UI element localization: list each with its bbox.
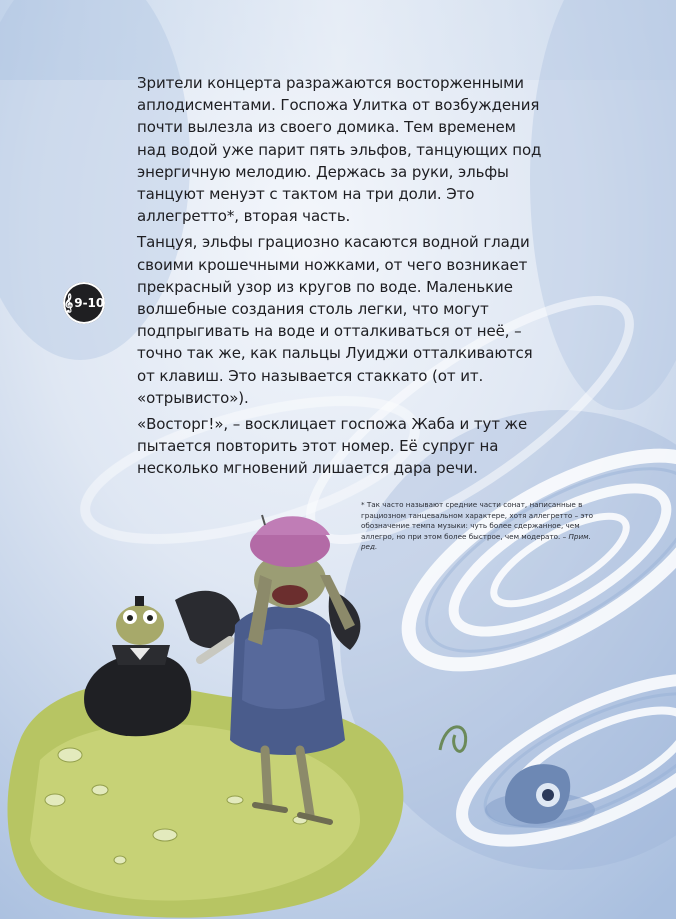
footnote-text: * Так часто называют средние части сонат, написанные в грациозном танцевальном характере, хотя аллегретто – это обозначение темпа музыки: чуть более сдержанное, чем аллегро, но при этом более быстрое, чем модерато. – [361,500,594,541]
footnote [361,500,603,553]
treble-clef-icon: 𝄞 [63,293,74,312]
frog-husband [84,596,191,736]
paragraph: Танцуя, эльфы грациозно касаются водной глади своими крошечными ножками, от чего возникает прекрасный узор из кругов по воде. Маленькие волшебные создания столь легки, что могут подпрыгивать на воде и отталкиваться от неё, – точно так же, как пальцы Луиджи отталкиваются от клавиш. Это называется стаккато (от ит. «отрывисто»). [137,233,533,407]
fish [440,727,595,828]
lily-pad [8,682,404,917]
paragraph: Зрители концерта разражаются восторженными аплодисментами. Госпожа Улитка от возбуждения почти вылезла из своего домика. Тем временем над водой уже парит пять эльфов, танцующих под энергичную мелодию. Держась за руки, эльфы танцуют менуэт с тактом на три доли. Это аллегретто*, вторая часть. [137,74,542,226]
audio-tracks-badge [63,282,105,324]
story-text [137,72,542,484]
footnote-editor-note: Прим. ред. [361,531,591,552]
paragraph: «Восторг!», – восклицает госпожа Жаба и тут же пытается повторить этот номер. Её супруг на несколько мгновений лишается дара речи. [137,415,528,478]
tracks-label: 9-10 [74,296,105,310]
